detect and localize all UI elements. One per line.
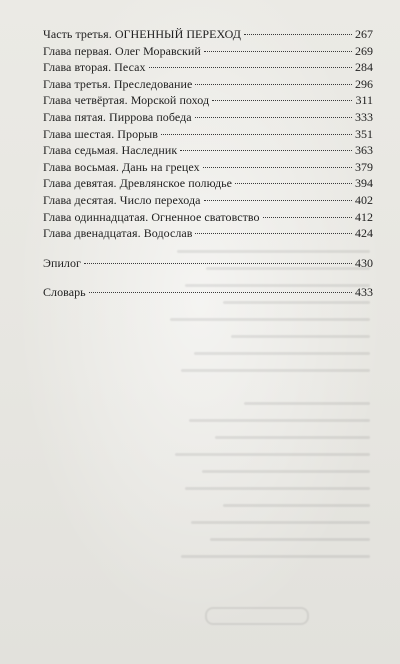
show-through-line xyxy=(189,419,370,422)
dot-leader xyxy=(180,150,352,151)
show-through-logo xyxy=(205,607,309,625)
show-through-line xyxy=(175,453,370,456)
toc-entry-page: 430 xyxy=(355,255,373,270)
toc-chapter-entry[interactable] xyxy=(43,175,373,192)
toc-entry-page: 269 xyxy=(355,43,373,58)
toc-entry-page: 412 xyxy=(355,209,373,224)
toc-chapter-entry[interactable] xyxy=(43,109,373,126)
toc-entry-page: 351 xyxy=(355,126,373,141)
dot-leader xyxy=(204,200,352,201)
table-of-contents xyxy=(43,26,373,301)
toc-entry-title: Глава третья. Преследование xyxy=(43,76,193,91)
toc-entry-page: 424 xyxy=(355,226,373,241)
show-through-line xyxy=(202,470,370,473)
toc-chapter-entry[interactable] xyxy=(43,209,373,226)
dot-leader xyxy=(195,233,352,234)
dot-leader xyxy=(149,67,352,68)
toc-chapter-entry[interactable] xyxy=(43,59,373,76)
show-through-line xyxy=(223,301,370,304)
toc-chapter-entry[interactable] xyxy=(43,225,373,242)
toc-entry-title: Глава одиннадцатая. Огненное сватовство xyxy=(43,209,260,224)
show-through-line xyxy=(192,521,371,524)
show-through-line xyxy=(215,436,370,439)
toc-chapter-entry[interactable] xyxy=(43,192,373,209)
toc-entry-title: Глава двенадцатая. Водослав xyxy=(43,226,193,241)
dot-leader xyxy=(203,167,352,168)
dot-leader xyxy=(244,34,352,35)
toc-entry-page: 311 xyxy=(355,93,373,108)
toc-chapter-entry[interactable] xyxy=(43,92,373,109)
dot-leader xyxy=(89,292,352,293)
toc-entry-title: Глава восьмая. Дань на грецех xyxy=(43,159,200,174)
show-through-line xyxy=(231,335,370,338)
show-through-line xyxy=(194,352,370,355)
toc-entry-page: 402 xyxy=(355,192,373,207)
toc-entry-page: 379 xyxy=(355,159,373,174)
toc-entry-title: Словарь xyxy=(43,285,86,300)
dot-leader xyxy=(212,100,352,101)
section-spacer xyxy=(43,271,373,284)
toc-entry-page: 267 xyxy=(355,27,373,41)
toc-entry-title: Глава первая. Олег Моравский xyxy=(43,43,201,58)
show-through-line xyxy=(210,538,370,541)
toc-entry-page: 284 xyxy=(355,60,373,75)
show-through-line xyxy=(181,369,370,372)
dot-leader xyxy=(235,183,352,184)
toc-epilogue-entry[interactable] xyxy=(43,255,373,272)
toc-entry-page: 394 xyxy=(355,176,373,191)
toc-chapter-entry[interactable] xyxy=(43,76,373,93)
dot-leader xyxy=(263,217,352,218)
dot-leader xyxy=(84,263,352,264)
toc-entry-title: Глава шестая. Прорыв xyxy=(43,126,159,141)
toc-chapter-entry[interactable] xyxy=(43,43,373,60)
toc-entry-title: Глава пятая. Пиррова победа xyxy=(43,109,192,124)
show-through-line xyxy=(223,504,370,507)
dot-leader xyxy=(195,84,352,85)
toc-entry-page: 363 xyxy=(355,143,373,158)
toc-entry-page: 433 xyxy=(355,285,373,300)
show-through-line xyxy=(171,318,371,321)
toc-entry-page: 296 xyxy=(355,76,373,91)
toc-glossary-entry[interactable] xyxy=(43,284,373,301)
show-through-line xyxy=(181,555,370,558)
section-spacer xyxy=(43,242,373,255)
toc-entry-title: Глава десятая. Число перехода xyxy=(43,192,201,207)
toc-entry-title: Эпилог xyxy=(43,255,81,270)
toc-entry-title: Глава седьмая. Наследник xyxy=(43,143,178,158)
toc-entry-page: 333 xyxy=(355,109,373,124)
toc-chapter-entry[interactable] xyxy=(43,126,373,143)
toc-entry-title: Глава девятая. Древлянское полюдье xyxy=(43,176,233,191)
show-through-line xyxy=(185,487,370,490)
dot-leader xyxy=(204,51,352,52)
toc-entry-title: Глава четвёртая. Морской поход xyxy=(43,93,210,108)
toc-chapter-entry[interactable] xyxy=(43,159,373,176)
dot-leader xyxy=(195,117,352,118)
toc-entry-title: Часть третья. ОГНЕННЫЙ ПЕРЕХОД xyxy=(43,27,241,41)
toc-chapter-entry[interactable] xyxy=(43,142,373,159)
show-through-line xyxy=(244,402,370,405)
toc-part-entry[interactable] xyxy=(43,26,373,43)
toc-entry-title: Глава вторая. Песах xyxy=(43,60,146,75)
dot-leader xyxy=(161,134,352,135)
